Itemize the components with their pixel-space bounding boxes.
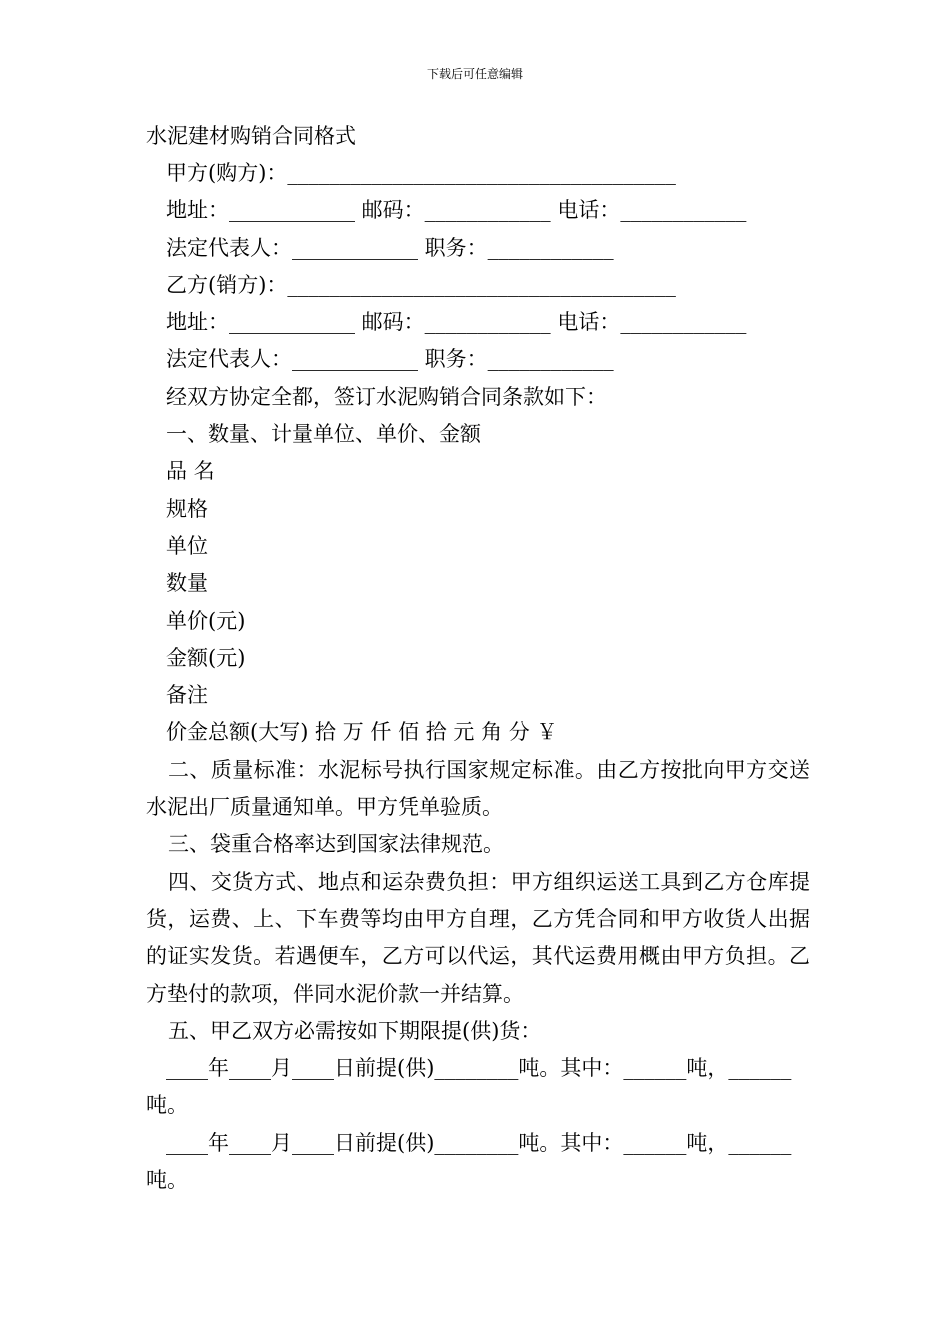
remarks-label: 备注: [166, 683, 208, 708]
page-header-note: 下载后可任意编辑: [426, 67, 523, 81]
section-3-bag-weight: 三、袋重合格率达到国家法律规范。: [168, 832, 504, 857]
item-name-label: 品 名: [166, 459, 215, 484]
party-b-line: 乙方(销方)：_____________________________________: [166, 272, 676, 297]
section-5-schedule-heading: 五、甲乙双方必需按如下期限提(供)货：: [168, 1018, 542, 1043]
total-amount-line: 价金总额(大写) 拾 万 仟 佰 拾 元 角 分 ￥: [166, 720, 558, 745]
party-a-line: 甲方(购方)：_____________________________________: [166, 161, 676, 185]
section-4-delivery: 四、交货方式、地点和运杂费负担：甲方组织运送工具到乙方仓库提货，运费、上、下车费等均由甲方自理，乙方凭合同和甲方收货人出据的证实发货。若遇便车，乙方可以代运，其代运费用概由甲方负担。乙方垫付的款项，伴同水泥价款一并结算。: [146, 869, 810, 1006]
unit-label: 单位: [166, 533, 208, 558]
party-a-representative-line: 法定代表人：____________ 职务：____________: [166, 235, 614, 260]
schedule-line: ____年____月____日前提(供)________吨。其中：______吨，______吨。: [146, 1056, 792, 1118]
party-b-representative-line: 法定代表人：____________ 职务：____________: [166, 347, 614, 372]
quantity-label: 数量: [166, 571, 208, 596]
party-a-address-line: 地址：____________ 邮码：____________ 电话：____________: [166, 198, 747, 223]
party-b-address-line: 地址：____________ 邮码：____________ 电话：____________: [166, 310, 747, 335]
amount-label: 金额(元): [166, 645, 246, 670]
schedule-line: ____年____月____日前提(供)________吨。其中：______吨，______吨。: [146, 1130, 792, 1193]
contract-document: [146, 118, 810, 1199]
unit-price-label: 单价(元): [166, 608, 246, 633]
agreement-intro: 经双方协定全都，签订水泥购销合同条款如下：: [166, 384, 607, 409]
section-1-heading: 一、数量、计量单位、单价、金额: [166, 422, 481, 447]
spec-label: 规格: [166, 496, 208, 521]
document-title: 水泥建材购销合同格式: [146, 124, 356, 148]
section-2-quality: 二、质量标准：水泥标号执行国家规定标准。由乙方按批向甲方交送水泥出厂质量通知单。甲方凭单验质。: [146, 757, 810, 820]
